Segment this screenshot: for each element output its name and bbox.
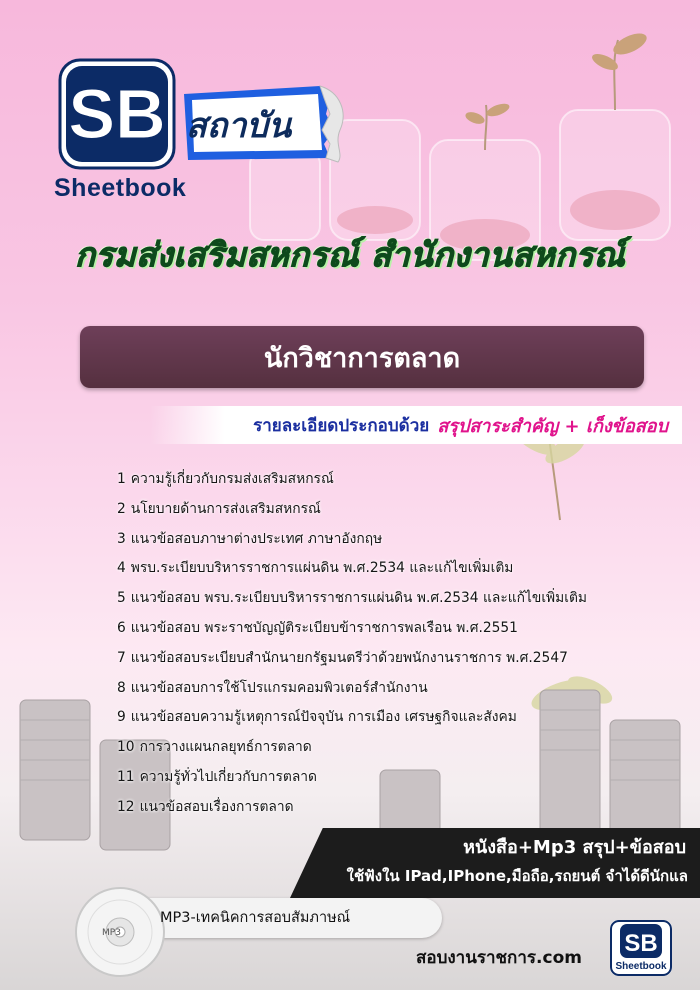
list-item: 12 แนวข้อสอบเรื่องการตลาด bbox=[117, 798, 294, 815]
main-title: กรมส่งเสริมสหกรณ์ สำนักงานสหกรณ์ bbox=[75, 235, 625, 274]
footer-url: สอบงานราชการ.com bbox=[416, 948, 582, 968]
list-item: 1 ความรู้เกี่ยวกับกรมส่งเสริมสหกรณ์ bbox=[117, 471, 334, 487]
list-item: 9 แนวข้อสอบความรู้เหตุการณ์ปัจจุบัน การเมือง เศรษฐกิจและสังคม bbox=[117, 709, 517, 726]
details-highlight: สรุปสาระสำคัญ + เก็งข้อสอบ bbox=[437, 415, 668, 437]
list-item: 11 ความรู้ทั่วไปเกี่ยวกับการตลาด bbox=[117, 768, 317, 785]
cd-label: MP3 bbox=[102, 928, 121, 938]
list-item: 7 แนวข้อสอบระเบียบสำนักนายกรัฐมนตรีว่าด้วยพนักงานราชการ พ.ศ.2547 bbox=[117, 649, 568, 666]
list-item: 8 แนวข้อสอบการใช้โปรแกรมคอมพิวเตอร์สำนักงาน bbox=[117, 679, 428, 696]
list-item: 4 พรบ.ระเบียบบริหารราชการแผ่นดิน พ.ศ.2534 และแก้ไขเพิ่มเติม bbox=[117, 560, 514, 577]
brand-name: Sheetbook bbox=[54, 174, 187, 202]
small-logo-letters: SB bbox=[624, 930, 658, 957]
position-bar bbox=[80, 326, 644, 388]
details-intro: รายละเอียดประกอบด้วย bbox=[253, 415, 430, 436]
sheetbook-logo bbox=[58, 58, 176, 170]
small-logo-name: Sheetbook bbox=[615, 961, 667, 972]
table-of-contents bbox=[117, 465, 587, 823]
mp3-label: MP3-เทคนิคการสอบสัมภาษณ์ bbox=[160, 910, 351, 926]
list-item: 2 นโยบายด้านการส่งเสริมสหกรณ์ bbox=[117, 500, 321, 517]
list-item: 3 แนวข้อสอบภาษาต่างประเทศ ภาษาอังกฤษ bbox=[117, 530, 383, 547]
promo-line-1: หนังสือ+Mp3 สรุป+ข้อสอบ bbox=[463, 837, 686, 858]
promo-line-2: ใช้ฟังใน IPad,IPhone,มือถือ,รถยนต์ จำได้ดีนักแล bbox=[346, 867, 688, 885]
logo-letters: SB bbox=[68, 75, 166, 153]
list-item: 6 แนวข้อสอบ พระราชบัญญัติระเบียบข้าราชการพลเรือน พ.ศ.2551 bbox=[117, 619, 518, 636]
position-title: นักวิชาการตลาด bbox=[263, 342, 461, 374]
small-sheetbook-logo bbox=[610, 920, 672, 976]
list-item: 10 การวางแผนกลยุทธ์การตลาด bbox=[117, 739, 312, 756]
list-item: 5 แนวข้อสอบ พรบ.ระเบียบบริหารราชการแผ่นดิน พ.ศ.2534 และแก้ไขเพิ่มเติม bbox=[117, 590, 588, 607]
details-bar bbox=[150, 406, 682, 444]
banner-text: สถาบัน bbox=[186, 106, 292, 146]
